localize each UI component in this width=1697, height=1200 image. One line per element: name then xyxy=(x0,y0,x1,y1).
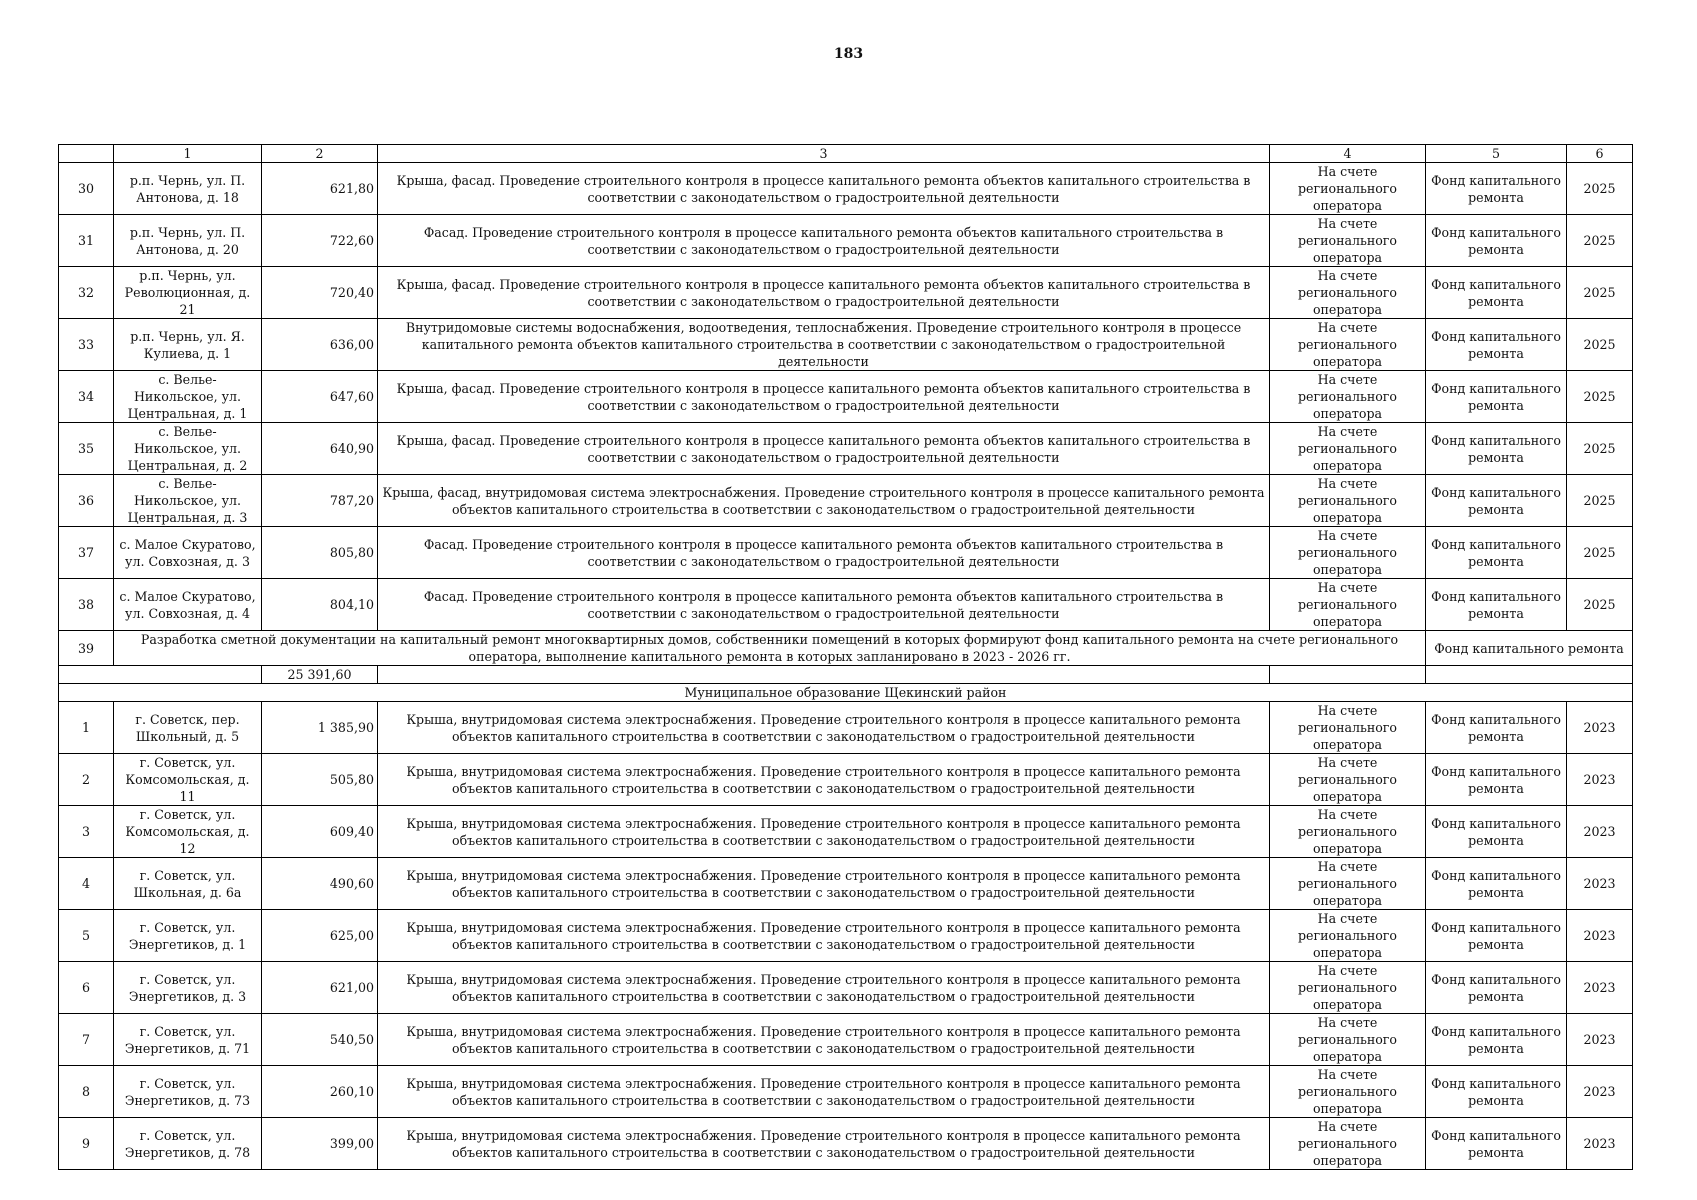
year-cell: 2025 xyxy=(1567,163,1633,215)
works-cell: Крыша, фасад. Проведение строительного контроля в процессе капитального ремонта объектов капитального строительства в соответствии с законодательством о градостроительной деятельности xyxy=(378,371,1270,423)
table-row xyxy=(59,527,1633,579)
row-number: 8 xyxy=(59,1066,114,1118)
area-cell: 1 385,90 xyxy=(262,702,378,754)
row-number: 2 xyxy=(59,754,114,806)
address-cell: с. Велье-Никольское, ул. Центральная, д. 3 xyxy=(114,475,262,527)
table-row xyxy=(59,215,1633,267)
fund-cell: Фонд капитального ремонта xyxy=(1426,1014,1567,1066)
fund-cell: Фонд капитального ремонта xyxy=(1426,475,1567,527)
area-cell: 804,10 xyxy=(262,579,378,631)
address-cell: р.п. Чернь, ул. П. Антонова, д. 18 xyxy=(114,163,262,215)
account-cell: На счете регионального оператора xyxy=(1270,858,1426,910)
column-header: 2 xyxy=(262,145,378,163)
account-cell: На счете регионального оператора xyxy=(1270,702,1426,754)
table-row xyxy=(59,371,1633,423)
row-number: 1 xyxy=(59,702,114,754)
table-row xyxy=(59,579,1633,631)
row-number: 4 xyxy=(59,858,114,910)
table-row xyxy=(59,423,1633,475)
address-cell: с. Малое Скуратово, ул. Совхозная, д. 4 xyxy=(114,579,262,631)
fund-cell: Фонд капитального ремонта xyxy=(1426,1118,1567,1170)
address-cell: с. Малое Скуратово, ул. Совхозная, д. 3 xyxy=(114,527,262,579)
total-empty-cell xyxy=(1270,666,1426,684)
account-cell: На счете регионального оператора xyxy=(1270,806,1426,858)
works-cell: Внутридомовые системы водоснабжения, водоотведения, теплоснабжения. Проведение строительного контроля в процессе капитального ремонта объектов капитального строительства в соответствии с законодательством о градостроительной деятельности xyxy=(378,319,1270,371)
column-header: 6 xyxy=(1567,145,1633,163)
year-cell: 2025 xyxy=(1567,319,1633,371)
row-number: 38 xyxy=(59,579,114,631)
account-cell: На счете регионального оператора xyxy=(1270,163,1426,215)
repair-program-table xyxy=(58,144,1633,1170)
summary-body xyxy=(59,631,1633,702)
works-cell: Крыша, фасад. Проведение строительного контроля в процессе капитального ремонта объектов капитального строительства в соответствии с законодательством о градостроительной деятельности xyxy=(378,267,1270,319)
row-number: 36 xyxy=(59,475,114,527)
year-cell: 2025 xyxy=(1567,475,1633,527)
address-cell: г. Советск, ул. Энергетиков, д. 1 xyxy=(114,910,262,962)
fund-cell: Фонд капитального ремонта xyxy=(1426,163,1567,215)
fund-cell: Фонд капитального ремонта xyxy=(1426,527,1567,579)
address-cell: р.п. Чернь, ул. Революционная, д. 21 xyxy=(114,267,262,319)
fund-cell: Фонд капитального ремонта xyxy=(1426,579,1567,631)
area-cell: 540,50 xyxy=(262,1014,378,1066)
year-cell: 2023 xyxy=(1567,1014,1633,1066)
table-row xyxy=(59,858,1633,910)
address-cell: г. Советск, ул. Школьная, д. 6а xyxy=(114,858,262,910)
area-cell: 625,00 xyxy=(262,910,378,962)
year-cell: 2025 xyxy=(1567,371,1633,423)
fund-cell: Фонд капитального ремонта xyxy=(1426,754,1567,806)
row-number: 34 xyxy=(59,371,114,423)
works-cell: Крыша, фасад, внутридомовая система электроснабжения. Проведение строительного контроля в процессе капитального ремонта объектов капитального строительства в соответствии с законодательством о градостроительной деятельности xyxy=(378,475,1270,527)
account-cell: На счете регионального оператора xyxy=(1270,1066,1426,1118)
area-cell: 787,20 xyxy=(262,475,378,527)
area-cell: 720,40 xyxy=(262,267,378,319)
works-cell: Фасад. Проведение строительного контроля в процессе капитального ремонта объектов капитального строительства в соответствии с законодательством о градостроительной деятельности xyxy=(378,215,1270,267)
table-row xyxy=(59,163,1633,215)
table-header xyxy=(59,145,1633,163)
address-cell: г. Советск, ул. Энергетиков, д. 78 xyxy=(114,1118,262,1170)
year-cell: 2025 xyxy=(1567,527,1633,579)
column-header: 3 xyxy=(378,145,1270,163)
address-cell: г. Советск, ул. Энергетиков, д. 73 xyxy=(114,1066,262,1118)
table-row xyxy=(59,1118,1633,1170)
total-area: 25 391,60 xyxy=(262,666,378,684)
table-row xyxy=(59,754,1633,806)
fund-cell: Фонд капитального ремонта xyxy=(1426,962,1567,1014)
address-cell: г. Советск, ул. Энергетиков, д. 3 xyxy=(114,962,262,1014)
works-cell: Крыша, внутридомовая система электроснабжения. Проведение строительного контроля в процессе капитального ремонта объектов капитального строительства в соответствии с законодательством о градостроительной деятельности xyxy=(378,702,1270,754)
account-cell: На счете регионального оператора xyxy=(1270,215,1426,267)
account-cell: На счете регионального оператора xyxy=(1270,319,1426,371)
address-cell: г. Советск, пер. Школьный, д. 5 xyxy=(114,702,262,754)
works-cell: Крыша, фасад. Проведение строительного контроля в процессе капитального ремонта объектов капитального строительства в соответствии с законодательством о градостроительной деятельности xyxy=(378,163,1270,215)
year-cell: 2025 xyxy=(1567,267,1633,319)
area-cell: 647,60 xyxy=(262,371,378,423)
column-header: 4 xyxy=(1270,145,1426,163)
region-title: Муниципальное образование Щекинский район xyxy=(59,684,1633,702)
table-row xyxy=(59,962,1633,1014)
row-number: 33 xyxy=(59,319,114,371)
address-cell: г. Советск, ул. Энергетиков, д. 71 xyxy=(114,1014,262,1066)
account-cell: На счете регионального оператора xyxy=(1270,754,1426,806)
area-cell: 805,80 xyxy=(262,527,378,579)
account-cell: На счете регионального оператора xyxy=(1270,423,1426,475)
table-row xyxy=(59,702,1633,754)
fund-cell: Фонд капитального ремонта xyxy=(1426,423,1567,475)
section-a-body xyxy=(59,163,1633,631)
row-number: 6 xyxy=(59,962,114,1014)
fund-cell: Фонд капитального ремонта xyxy=(1426,319,1567,371)
works-cell: Крыша, внутридомовая система электроснабжения. Проведение строительного контроля в процессе капитального ремонта объектов капитального строительства в соответствии с законодательством о градостроительной деятельности xyxy=(378,754,1270,806)
account-cell: На счете регионального оператора xyxy=(1270,962,1426,1014)
works-cell: Крыша, фасад. Проведение строительного контроля в процессе капитального ремонта объектов капитального строительства в соответствии с законодательством о градостроительной деятельности xyxy=(378,423,1270,475)
year-cell: 2023 xyxy=(1567,1118,1633,1170)
row-number: 9 xyxy=(59,1118,114,1170)
address-cell: р.п. Чернь, ул. Я. Кулиева, д. 1 xyxy=(114,319,262,371)
address-cell: г. Советск, ул. Комсомольская, д. 11 xyxy=(114,754,262,806)
row-number: 39 xyxy=(59,631,114,666)
year-cell: 2025 xyxy=(1567,215,1633,267)
table-row xyxy=(59,267,1633,319)
row-number: 30 xyxy=(59,163,114,215)
table-row xyxy=(59,806,1633,858)
row-number: 7 xyxy=(59,1014,114,1066)
works-cell: Крыша, внутридомовая система электроснабжения. Проведение строительного контроля в процессе капитального ремонта объектов капитального строительства в соответствии с законодательством о градостроительной деятельности xyxy=(378,858,1270,910)
fund-cell: Фонд капитального ремонта xyxy=(1426,858,1567,910)
table-row xyxy=(59,910,1633,962)
area-cell: 609,40 xyxy=(262,806,378,858)
year-cell: 2023 xyxy=(1567,1066,1633,1118)
region-row xyxy=(59,684,1633,702)
works-cell: Крыша, внутридомовая система электроснабжения. Проведение строительного контроля в процессе капитального ремонта объектов капитального строительства в соответствии с законодательством о градостроительной деятельности xyxy=(378,806,1270,858)
fund-cell: Фонд капитального ремонта xyxy=(1426,371,1567,423)
works-cell: Крыша, внутридомовая система электроснабжения. Проведение строительного контроля в процессе капитального ремонта объектов капитального строительства в соответствии с законодательством о градостроительной деятельности xyxy=(378,910,1270,962)
address-cell: р.п. Чернь, ул. П. Антонова, д. 20 xyxy=(114,215,262,267)
total-spacer xyxy=(59,666,262,684)
area-cell: 260,10 xyxy=(262,1066,378,1118)
estimate-description: Разработка сметной документации на капитальный ремонт многоквартирных домов, собственники помещений в которых формируют фонд капитального ремонта на счете регионального оператора, выполнение капитального ремонта в которых запланировано в 2023 - 2026 гг. xyxy=(114,631,1426,666)
year-cell: 2023 xyxy=(1567,858,1633,910)
row-number: 31 xyxy=(59,215,114,267)
works-cell: Фасад. Проведение строительного контроля в процессе капитального ремонта объектов капитального строительства в соответствии с законодательством о градостроительной деятельности xyxy=(378,527,1270,579)
account-cell: На счете регионального оператора xyxy=(1270,267,1426,319)
area-cell: 505,80 xyxy=(262,754,378,806)
works-cell: Фасад. Проведение строительного контроля в процессе капитального ремонта объектов капитального строительства в соответствии с законодательством о градостроительной деятельности xyxy=(378,579,1270,631)
works-cell: Крыша, внутридомовая система электроснабжения. Проведение строительного контроля в процессе капитального ремонта объектов капитального строительства в соответствии с законодательством о градостроительной деятельности xyxy=(378,1066,1270,1118)
account-cell: На счете регионального оператора xyxy=(1270,475,1426,527)
year-cell: 2023 xyxy=(1567,806,1633,858)
account-cell: На счете регионального оператора xyxy=(1270,579,1426,631)
estimate-fund: Фонд капитального ремонта xyxy=(1426,631,1633,666)
total-empty-cell xyxy=(1426,666,1633,684)
fund-cell: Фонд капитального ремонта xyxy=(1426,215,1567,267)
area-cell: 640,90 xyxy=(262,423,378,475)
area-cell: 399,00 xyxy=(262,1118,378,1170)
address-cell: г. Советск, ул. Комсомольская, д. 12 xyxy=(114,806,262,858)
fund-cell: Фонд капитального ремонта xyxy=(1426,806,1567,858)
account-cell: На счете регионального оператора xyxy=(1270,527,1426,579)
works-cell: Крыша, внутридомовая система электроснабжения. Проведение строительного контроля в процессе капитального ремонта объектов капитального строительства в соответствии с законодательством о градостроительной деятельности xyxy=(378,962,1270,1014)
fund-cell: Фонд капитального ремонта xyxy=(1426,702,1567,754)
year-cell: 2025 xyxy=(1567,423,1633,475)
fund-cell: Фонд капитального ремонта xyxy=(1426,267,1567,319)
section-b-body xyxy=(59,702,1633,1170)
page-number: 183 xyxy=(833,46,864,62)
row-number: 35 xyxy=(59,423,114,475)
column-header: 5 xyxy=(1426,145,1567,163)
column-header: 1 xyxy=(114,145,262,163)
area-cell: 722,60 xyxy=(262,215,378,267)
row-number: 3 xyxy=(59,806,114,858)
total-row xyxy=(59,666,1633,684)
account-cell: На счете регионального оператора xyxy=(1270,1014,1426,1066)
area-cell: 621,80 xyxy=(262,163,378,215)
column-number-row xyxy=(59,145,1633,163)
row-number: 37 xyxy=(59,527,114,579)
address-cell: с. Велье-Никольское, ул. Центральная, д. 2 xyxy=(114,423,262,475)
table-row xyxy=(59,1014,1633,1066)
fund-cell: Фонд капитального ремонта xyxy=(1426,910,1567,962)
year-cell: 2023 xyxy=(1567,754,1633,806)
total-empty-cell xyxy=(378,666,1270,684)
account-cell: На счете регионального оператора xyxy=(1270,371,1426,423)
fund-cell: Фонд капитального ремонта xyxy=(1426,1066,1567,1118)
works-cell: Крыша, внутридомовая система электроснабжения. Проведение строительного контроля в процессе капитального ремонта объектов капитального строительства в соответствии с законодательством о градостроительной деятельности xyxy=(378,1014,1270,1066)
row-number: 5 xyxy=(59,910,114,962)
estimate-row xyxy=(59,631,1633,666)
area-cell: 490,60 xyxy=(262,858,378,910)
area-cell: 636,00 xyxy=(262,319,378,371)
year-cell: 2023 xyxy=(1567,702,1633,754)
table-row xyxy=(59,1066,1633,1118)
year-cell: 2023 xyxy=(1567,910,1633,962)
account-cell: На счете регионального оператора xyxy=(1270,910,1426,962)
row-number: 32 xyxy=(59,267,114,319)
year-cell: 2025 xyxy=(1567,579,1633,631)
table-row xyxy=(59,475,1633,527)
year-cell: 2023 xyxy=(1567,962,1633,1014)
address-cell: с. Велье-Никольское, ул. Центральная, д. 1 xyxy=(114,371,262,423)
table-row xyxy=(59,319,1633,371)
area-cell: 621,00 xyxy=(262,962,378,1014)
works-cell: Крыша, внутридомовая система электроснабжения. Проведение строительного контроля в процессе капитального ремонта объектов капитального строительства в соответствии с законодательством о градостроительной деятельности xyxy=(378,1118,1270,1170)
column-header xyxy=(59,145,114,163)
account-cell: На счете регионального оператора xyxy=(1270,1118,1426,1170)
